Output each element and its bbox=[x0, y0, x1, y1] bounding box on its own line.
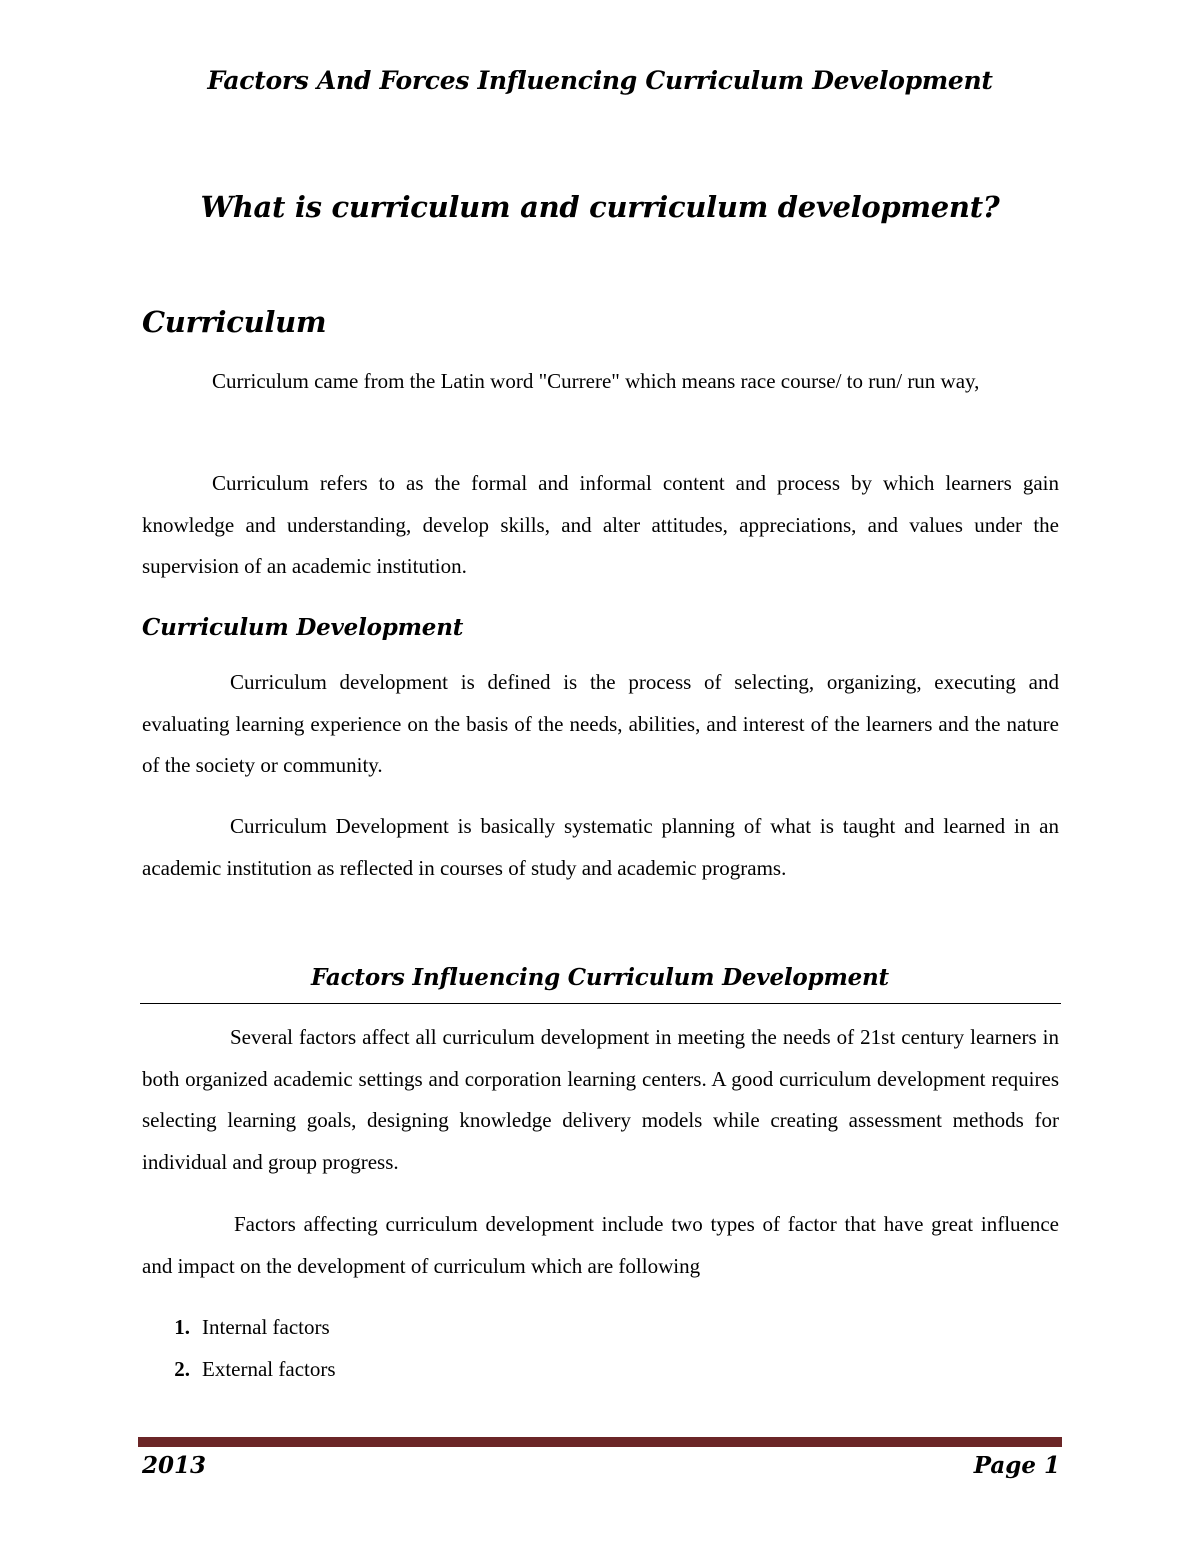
factors-paragraph-1: Several factors affect all curriculum development in meeting the needs of 21st century learners in both organized academic settings and corporation learning centers. A good curriculum development requires selecting learning goals, designing knowledge delivery models while creating assessment methods for individual and group progress. bbox=[142, 1025, 1059, 1174]
list-item-label: External factors bbox=[202, 1357, 336, 1381]
main-title: What is curriculum and curriculum development? bbox=[200, 190, 1000, 224]
factors-paragraph-2: Factors affecting curriculum development include two types of factor that have great influence and impact on the development of curriculum which are following bbox=[142, 1212, 1059, 1278]
factor-list bbox=[142, 1306, 336, 1390]
list-item bbox=[142, 1348, 336, 1390]
curriculum-paragraph-1: Curriculum came from the Latin word "Currere" which means race course/ to run/ run way, bbox=[212, 369, 980, 393]
list-item bbox=[142, 1306, 336, 1348]
curriculum-paragraph-2: Curriculum refers to as the formal and informal content and process by which learners gain knowledge and understanding, develop skills, and alter attitudes, appreciations, and values under the supervision of an academic institution. bbox=[142, 471, 1059, 578]
list-item-label: Internal factors bbox=[202, 1315, 330, 1339]
footer-page-number: Page 1 bbox=[973, 1452, 1060, 1479]
list-item-number: 1. bbox=[174, 1315, 190, 1339]
curriculum-development-paragraph-2: Curriculum Development is basically systematic planning of what is taught and learned in an academic institution as reflected in courses of study and academic programs. bbox=[142, 814, 1059, 880]
curriculum-development-heading: Curriculum Development bbox=[142, 614, 464, 641]
section-divider bbox=[140, 1003, 1061, 1004]
curriculum-heading: Curriculum bbox=[142, 305, 327, 339]
footer-year: 2013 bbox=[142, 1452, 207, 1479]
footer-rule bbox=[138, 1437, 1062, 1447]
factors-heading: Factors Influencing Curriculum Development bbox=[311, 964, 889, 991]
running-header-title: Factors And Forces Influencing Curriculum Development bbox=[207, 66, 993, 95]
list-item-number: 2. bbox=[174, 1357, 190, 1381]
curriculum-development-paragraph-1: Curriculum development is defined is the process of selecting, organizing, executing and evaluating learning experience on the basis of the needs, abilities, and interest of the learners and the nature of the society or community. bbox=[142, 670, 1059, 777]
